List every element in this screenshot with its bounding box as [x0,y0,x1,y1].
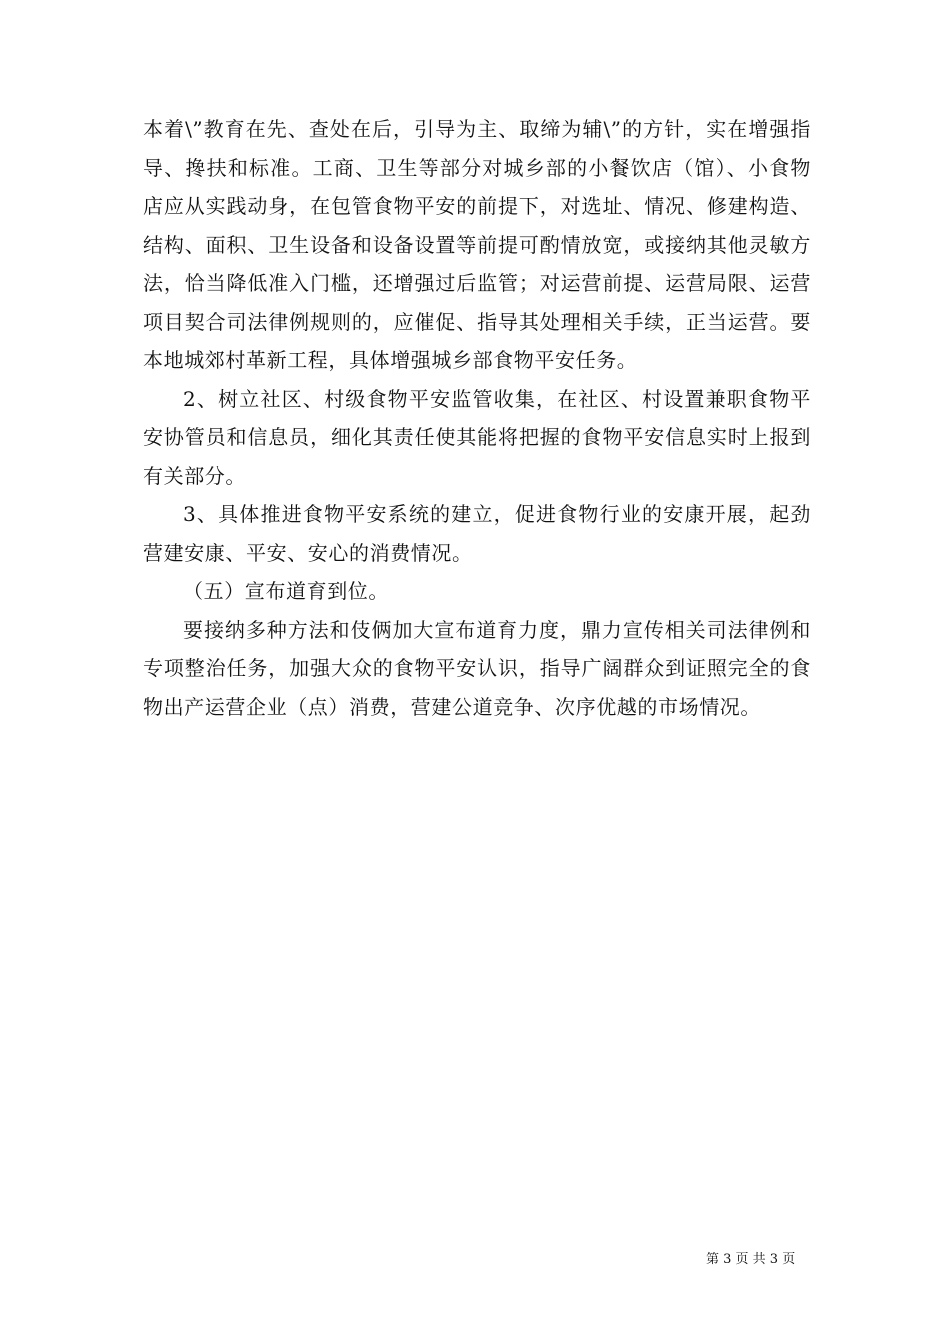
section-heading-five: （五）宣布道育到位。 [183,579,389,603]
document-body [143,110,811,726]
paragraph-item-3: 3、具体推进食物平安系统的建立，促进食物行业的安康开展，起劲营建安康、平安、安心的消费情况。 [143,502,811,565]
page-number-footer: 第 3 页 共 3 页 [706,1252,796,1267]
paragraph-continuation: 本着\”教育在先、查处在后，引导为主、取缔为辅\”的方针，实在增强指导、搀扶和标准。工商、卫生等部分对城乡部的小餐饮店（馆）、小食物店应从实践动身，在包管食物平安的前提下，对选址、情况、修建构造、结构、面积、卫生设备和设备设置等前提可酌情放宽，或接纳其他灵敏方法，恰当降低准入门槛，还增强过后监管；对运营前提、运营局限、运营项目契合司法律例规则的，应催促、指导其处理相关手续，正当运营。要本地城郊村革新工程，具体增强城乡部食物平安任务。 [143,117,811,372]
paragraph-publicity: 要接纳多种方法和伎俩加大宣布道育力度，鼎力宣传相关司法律例和专项整治任务，加强大众的食物平安认识，指导广阔群众到证照完全的食物出产运营企业（点）消费，营建公道竞争、次序优越的市场情况。 [143,617,811,719]
paragraph-item-2: 2、树立社区、村级食物平安监管收集，在社区、村设置兼职食物平安协管员和信息员，细化其责任使其能将把握的食物平安信息实时上报到有关部分。 [143,386,811,488]
